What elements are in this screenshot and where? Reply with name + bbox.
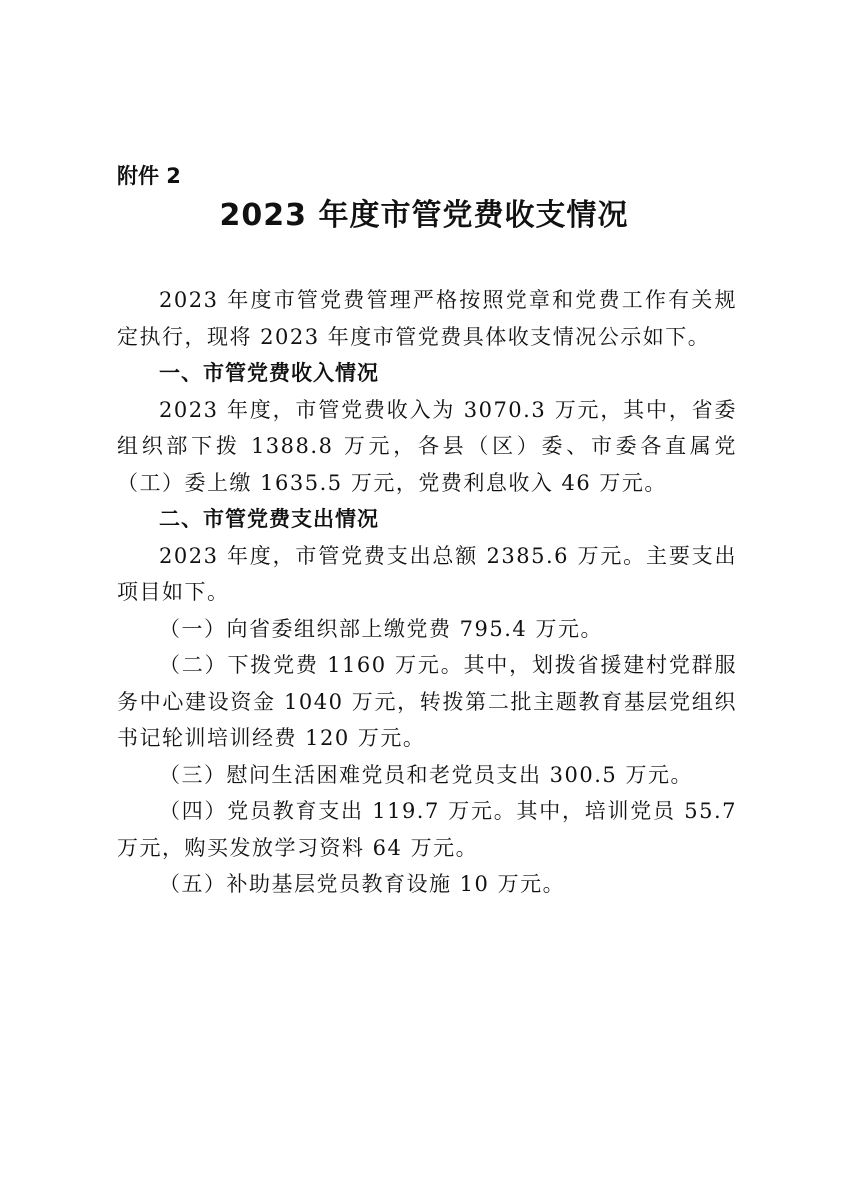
- income-paragraph: 2023 年度，市管党费收入为 3070.3 万元，其中，省委组织部下拨 1388.8 万元，各县（区）委、市委各直属党（工）委上缴 1635.5 万元，党费利息收入 46 万元。: [117, 397, 737, 495]
- expense-item-2: （二）下拨党费 1160 万元。其中，划拨省援建村党群服务中心建设资金 1040 万元，转拨第二批主题教育基层党组织书记轮训培训经费 120 万元。: [117, 653, 737, 750]
- document-body: [117, 282, 737, 903]
- expense-paragraph: 2023 年度，市管党费支出总额 2385.6 万元。主要支出项目如下。: [117, 543, 737, 604]
- document-title: 2023 年度市管党费收支情况: [219, 198, 629, 233]
- attachment-label: 附件 2: [117, 164, 181, 188]
- expense-heading: 二、市管党费支出情况: [159, 507, 379, 531]
- expense-item-4: （四）党员教育支出 119.7 万元。其中，培训党员 55.7 万元，购买发放学习资料 64 万元。: [117, 799, 737, 860]
- expense-item-1: （一）向省委组织部上缴党费 795.4 万元。: [159, 616, 603, 641]
- intro-paragraph: 2023 年度市管党费管理严格按照党章和党费工作有关规定执行，现将 2023 年度市管党费具体收支情况公示如下。: [117, 288, 737, 349]
- expense-item-3: （三）慰问生活困难党员和老党员支出 300.5 万元。: [159, 762, 693, 787]
- income-heading: 一、市管党费收入情况: [159, 361, 379, 385]
- expense-item-5: （五）补助基层党员教育设施 10 万元。: [159, 872, 566, 896]
